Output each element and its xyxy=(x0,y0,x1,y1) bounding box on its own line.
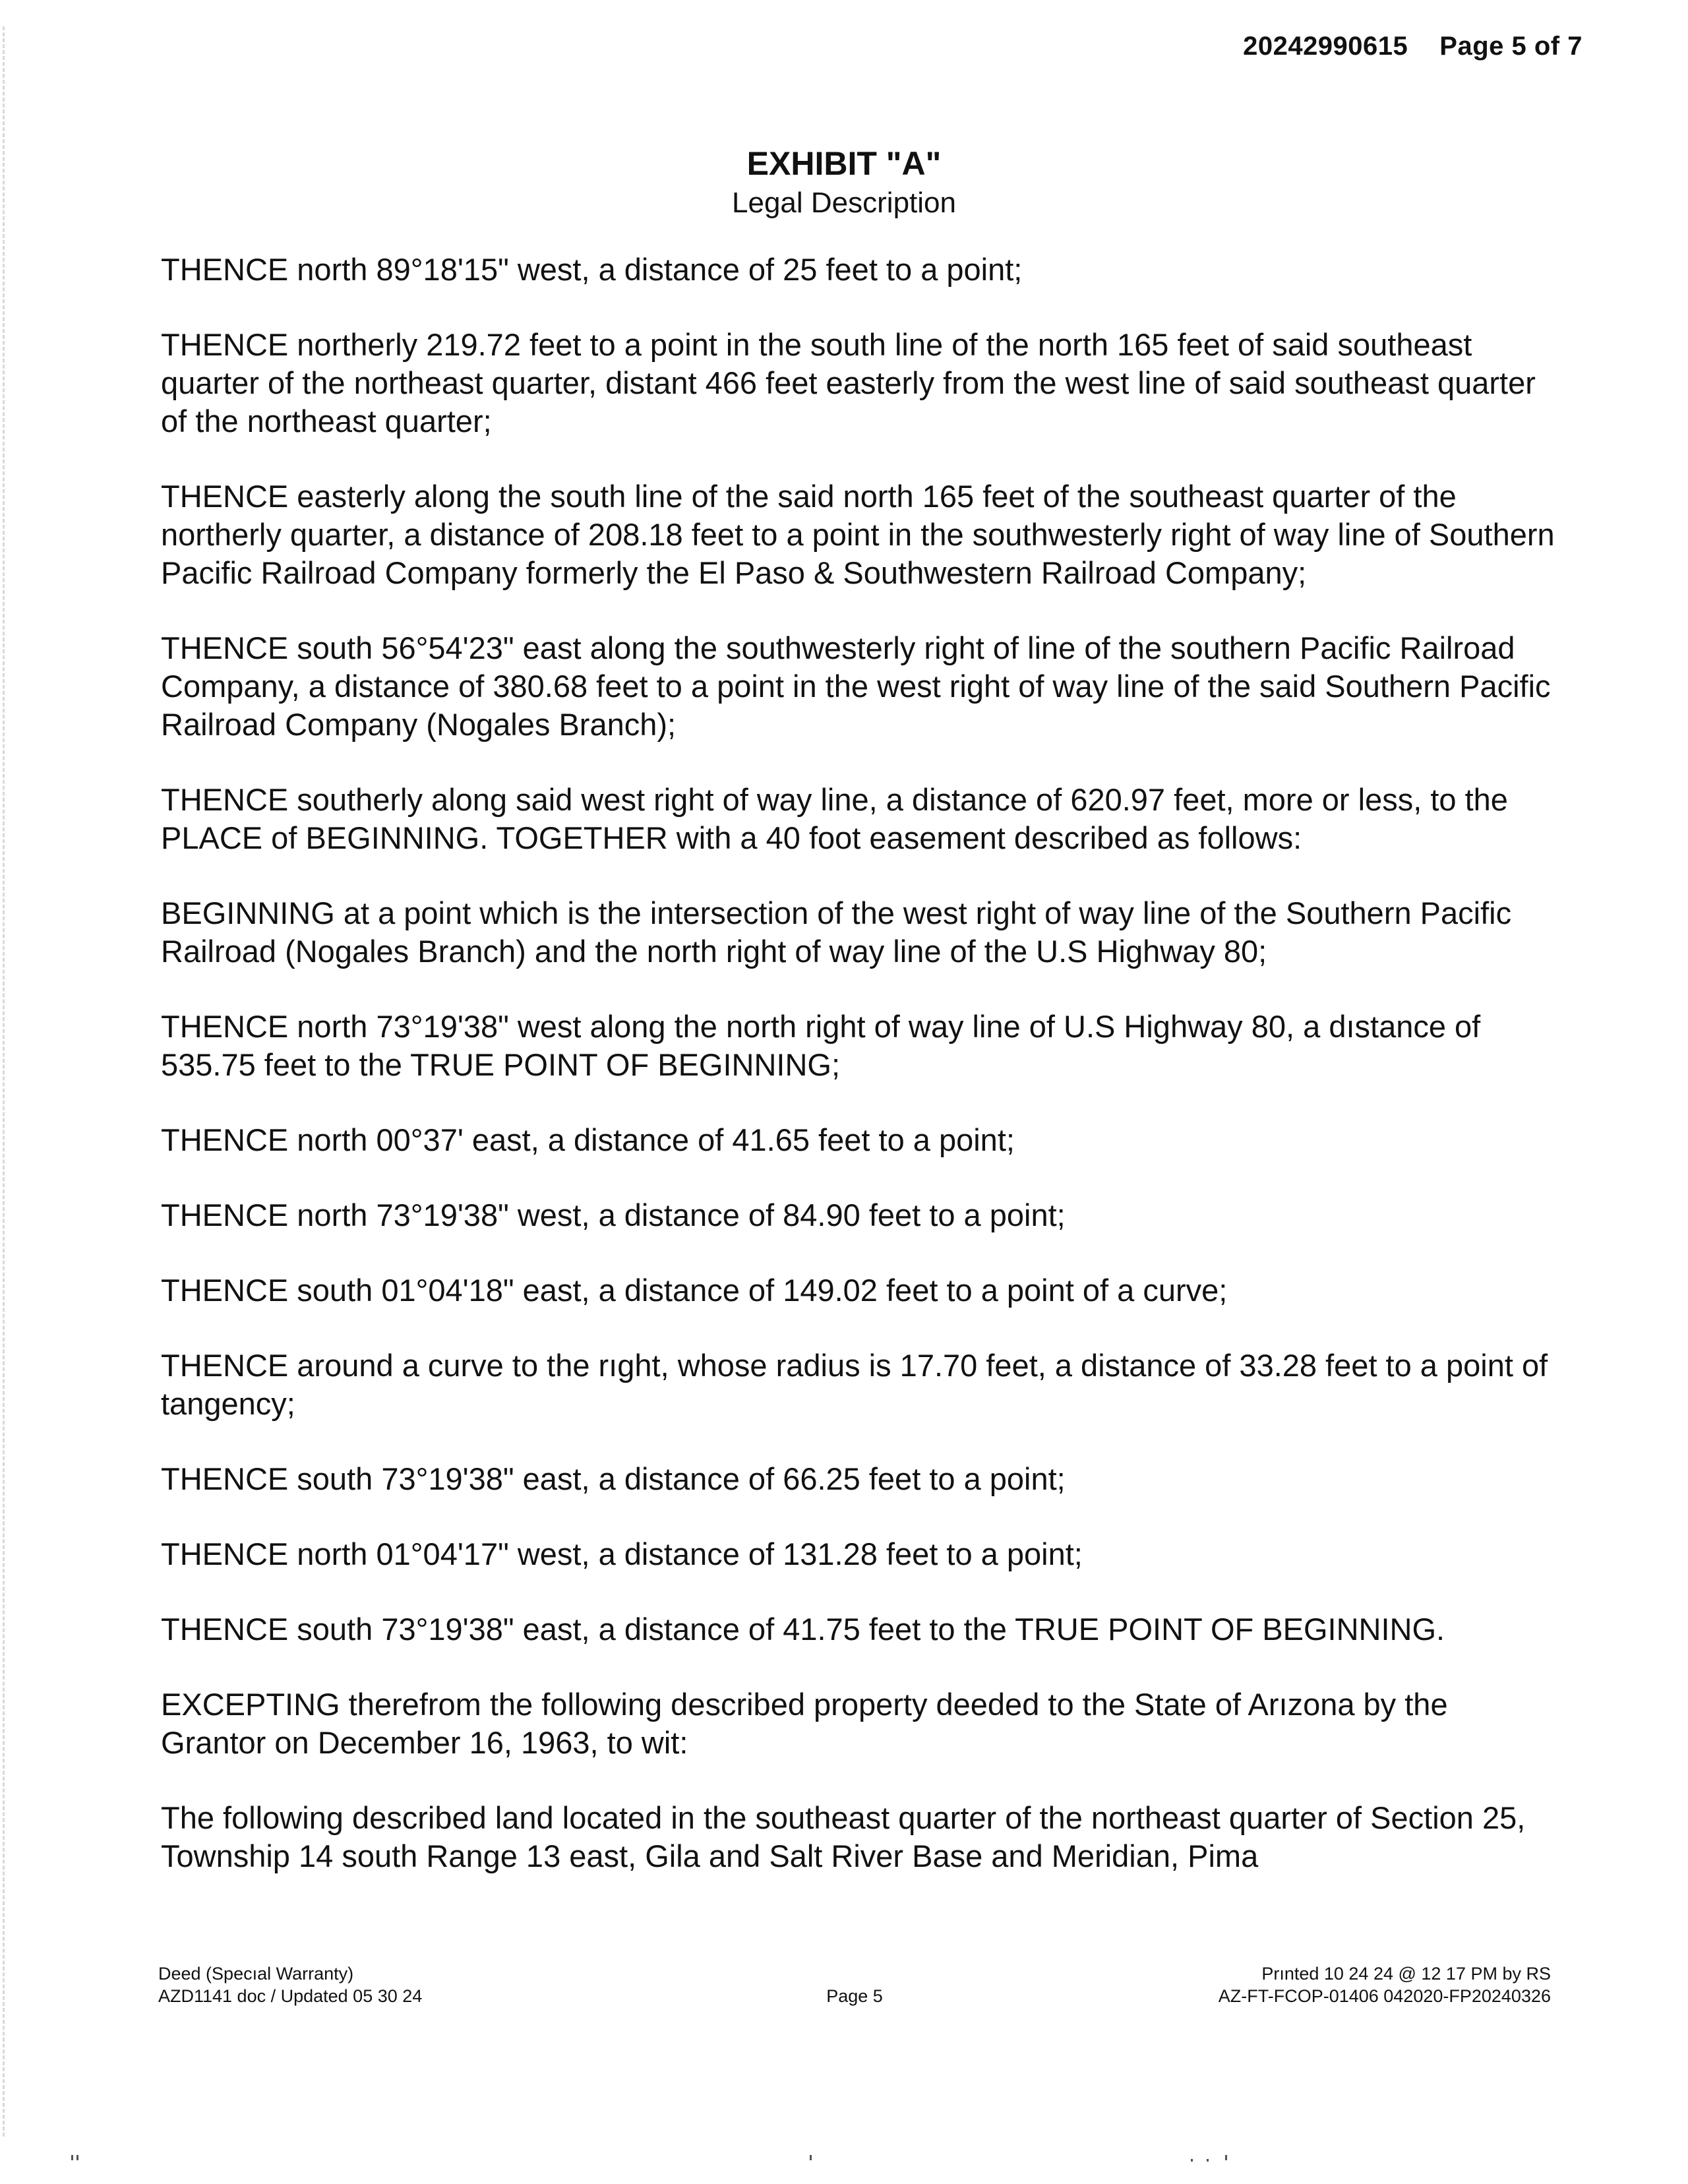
legal-paragraph: THENCE around a curve to the rıght, whose radius is 17.70 feet, a distance of 33.28 feet to a point of tangency; xyxy=(161,1348,1548,1421)
exhibit-subtitle: Legal Description xyxy=(732,187,956,219)
scan-edge-marks xyxy=(3,26,9,2137)
legal-paragraph: EXCEPTING therefrom the following described property deeded to the State of Arızona by the Grantor on December 16, 1963, to wit: xyxy=(161,1687,1448,1760)
scan-speck xyxy=(71,2155,73,2160)
legal-paragraph: THENCE north 00°37' east, a distance of 41.65 feet to a point; xyxy=(161,1122,1015,1157)
legal-paragraph: THENCE south 01°04'18" east, a distance of 149.02 feet to a point of a curve; xyxy=(161,1273,1228,1308)
legal-paragraph: THENCE north 73°19'38" west, a distance of 84.90 feet to a point; xyxy=(161,1198,1066,1232)
scan-specks xyxy=(0,2155,1688,2168)
document-number: 20242990615 xyxy=(1243,32,1408,61)
legal-paragraph: THENCE southerly along said west right of way line, a distance of 620.97 feet, more or less, to the PLACE of BEGINNING. TOGETHER with a 40 foot easement described as follows: xyxy=(161,782,1508,855)
legal-paragraph: THENCE north 89°18'15" west, a distance of 25 feet to a point; xyxy=(161,252,1023,287)
legal-paragraph: The following described land located in the southeast quarter of the northeast quarter of Section 25, Township 14 south Range 13 east, Gila and Salt River Base and Meridian, Pima xyxy=(161,1800,1526,1873)
legal-paragraph: THENCE northerly 219.72 feet to a point in the south line of the north 165 feet of said southeast quarter of the northeast quarter, distant 466 feet easterly from the west line of said southeast quarter of the northeast quarter; xyxy=(161,327,1536,439)
scan-speck xyxy=(1225,2155,1227,2160)
exhibit-heading xyxy=(0,142,1688,222)
footer-deed-type: Deed (Specıal Warranty) xyxy=(158,1964,354,1984)
legal-paragraph: THENCE south 56°54'23" east along the southwesterly right of line of the southern Pacific Railroad Company, a distance of 380.68 feet to a point in the west right of way line of the said Southern Pacific Railroad Company (Nogales Branch); xyxy=(161,630,1551,742)
legal-paragraph: THENCE south 73°19'38" east, a distance of 41.75 feet to the TRUE POINT OF BEGINNING. xyxy=(161,1612,1445,1647)
footer-print-info xyxy=(1219,1962,1551,2007)
exhibit-title: EXHIBIT "A" xyxy=(746,145,942,182)
scan-speck xyxy=(810,2155,812,2160)
scan-speck xyxy=(1207,2159,1209,2162)
page-footer xyxy=(158,1962,1551,2015)
scan-speck xyxy=(1191,2159,1193,2162)
scan-speck xyxy=(76,2155,78,2160)
legal-description-body xyxy=(161,251,1559,1912)
footer-page-number: Page 5 xyxy=(826,1986,883,2006)
legal-paragraph: BEGINNING at a point which is the intersection of the west right of way line of the Southern Pacific Railroad (Nogales Branch) and the north right of way line of the U.S Highway 80; xyxy=(161,895,1512,969)
legal-paragraph: THENCE easterly along the south line of the said north 165 feet of the southeast quarter of the northerly quarter, a distance of 208.18 feet to a point in the southwesterly right of way line of Southern Pacific Railroad Company formerly the El Paso & Southwestern Railroad Company; xyxy=(161,479,1555,590)
legal-paragraph: THENCE north 73°19'38" west along the north right of way line of U.S Highway 80, a dıstance of 535.75 feet to the TRUE POINT OF BEGINNING; xyxy=(161,1009,1481,1082)
legal-paragraph: THENCE north 01°04'17" west, a distance of 131.28 feet to a point; xyxy=(161,1536,1083,1571)
legal-paragraph: THENCE south 73°19'38" east, a distance of 66.25 feet to a point; xyxy=(161,1461,1066,1496)
footer-printed-date: Prınted 10 24 24 @ 12 17 PM by RS xyxy=(1261,1964,1551,1984)
recording-header xyxy=(1243,32,1582,61)
footer-file-code: AZ-FT-FCOP-01406 042020-FP20240326 xyxy=(1218,1986,1551,2006)
page-indicator: Page 5 of 7 xyxy=(1439,32,1582,61)
footer-form-id: AZD1141 doc / Updated 05 30 24 xyxy=(158,1986,423,2006)
